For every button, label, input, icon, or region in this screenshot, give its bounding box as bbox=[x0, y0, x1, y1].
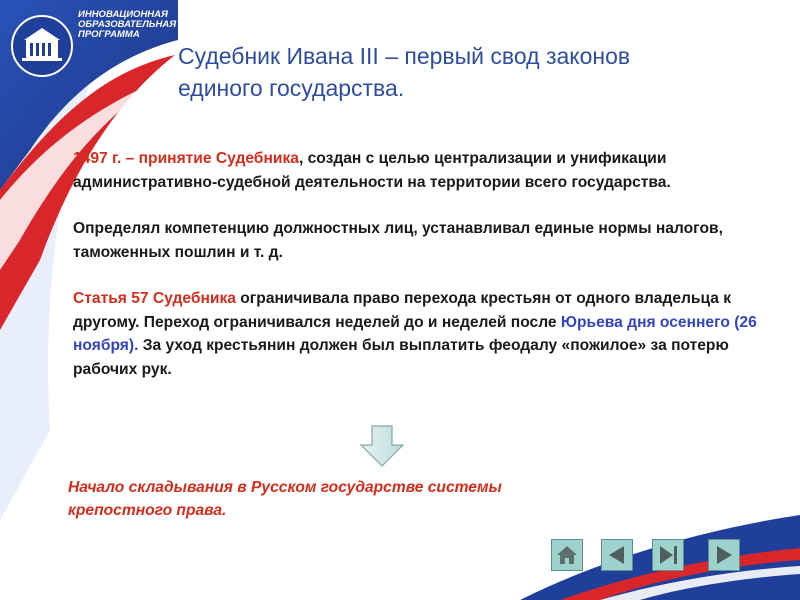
slide-title-line-2: единого государства. bbox=[178, 75, 405, 101]
next-icon bbox=[708, 539, 740, 571]
adoption-date-highlight: 1497 г. – принятие Судебника bbox=[73, 150, 299, 167]
article-57-text-a: ограничивала право перехода крестьян от одного владельца к другому. Переход ограничивался неделей до и неделей после bbox=[73, 290, 732, 331]
logo-line-1: ИННОВАЦИОННАЯ bbox=[78, 9, 168, 20]
university-logo bbox=[8, 6, 176, 96]
university-emblem-icon bbox=[8, 6, 78, 88]
conclusion-line-2: крепостного права. bbox=[68, 502, 227, 519]
previous-slide-button[interactable] bbox=[601, 539, 633, 571]
adoption-description: , создан с целью централизации и унификации административно-судебной деятельности на территории всего государства. bbox=[73, 150, 671, 191]
paragraph-article-57 bbox=[73, 287, 763, 381]
paragraph-competence: Определял компетенцию должностных лиц, устанавливал единые нормы налогов, таможенных пошлин и т. д. bbox=[73, 220, 723, 261]
slide-body bbox=[73, 147, 763, 404]
conclusion-text bbox=[68, 476, 688, 522]
end-slide-button[interactable] bbox=[652, 539, 684, 571]
next-slide-button[interactable] bbox=[708, 539, 740, 571]
slide-title bbox=[178, 40, 738, 104]
home-button[interactable] bbox=[551, 539, 583, 571]
slide-title-line-1: Судебник Ивана III – первый свод законов bbox=[178, 43, 631, 69]
down-arrow-icon bbox=[360, 425, 404, 467]
conclusion-line-1: Начало складывания в Русском государстве системы bbox=[68, 479, 502, 496]
article-57-text-b: За уход крестьянин должен был выплатить феодалу «пожилое» за потерю рабочих рук. bbox=[73, 337, 729, 378]
logo-line-2: ОБРАЗОВАТЕЛЬНАЯ bbox=[78, 19, 177, 30]
logo-caption bbox=[78, 10, 188, 40]
article-57-highlight: Статья 57 Судебника bbox=[73, 290, 236, 307]
paragraph-sudebnik-adoption bbox=[73, 147, 763, 194]
previous-icon bbox=[601, 539, 633, 571]
end-icon bbox=[652, 539, 684, 571]
yuriev-day-highlight: Юрьева дня осеннего (26 ноября). bbox=[73, 313, 757, 354]
logo-line-3: ПРОГРАММА bbox=[78, 29, 140, 40]
home-icon bbox=[551, 539, 583, 571]
